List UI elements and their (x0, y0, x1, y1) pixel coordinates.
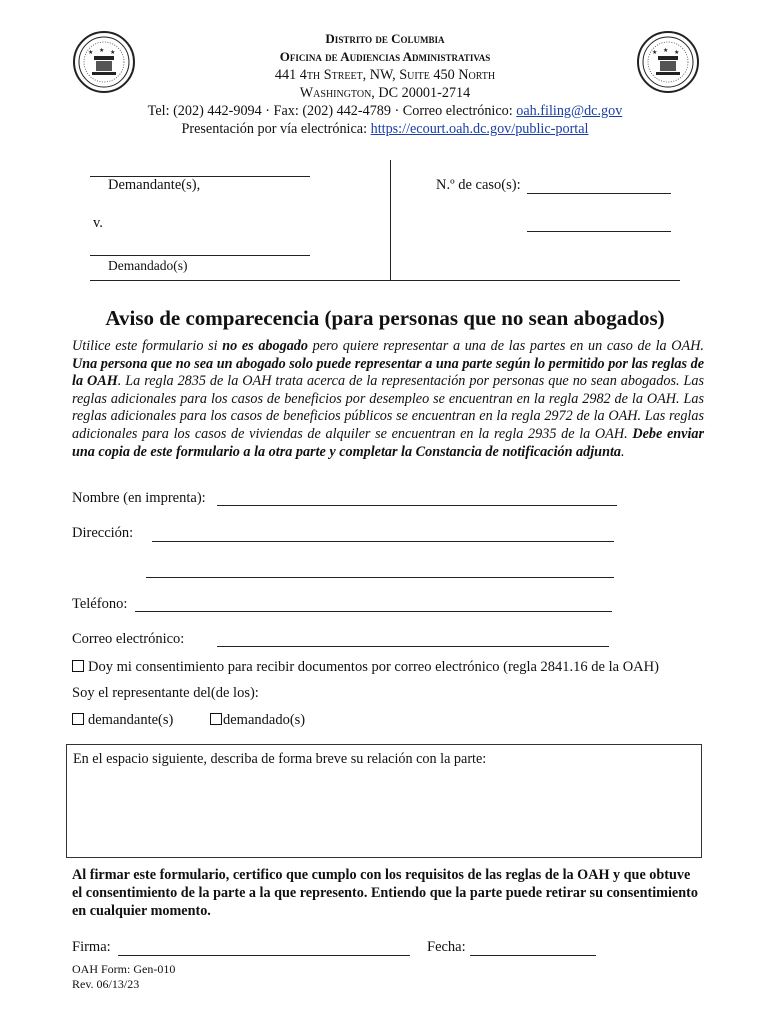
relationship-box[interactable] (66, 744, 702, 858)
svg-text:★: ★ (99, 48, 105, 54)
defendant-option-row (210, 712, 305, 729)
name-label: Nombre (en imprenta): (72, 490, 206, 506)
intro-bold-1: no es abogado (222, 338, 308, 354)
svg-text:★: ★ (652, 50, 658, 56)
caption-divider (390, 160, 391, 280)
phone-label: Teléfono: (72, 596, 128, 612)
phone-input-line[interactable] (135, 611, 612, 612)
form-revision: Rev. 06/13/23 (72, 977, 140, 991)
plaintiff-label: Demandante(s), (108, 177, 201, 193)
header-contact-text: Tel: (202) 442-9094 · Fax: (202) 442-4789 · Correo electrónico: (147, 103, 517, 119)
certification-text: Al firmar este formulario, certifico que cumplo con los requisitos de las reglas de la OAH y que obtuve el consentimiento de la parte a la que represento. Entiendo que la parte puede retirar su consentimiento en cualquier momento. (72, 867, 698, 919)
header-portal-text: Presentación por vía electrónica: (181, 121, 371, 137)
form-title: Aviso de comparecencia (para personas que no sean abogados) (105, 306, 665, 330)
svg-text:★: ★ (663, 48, 669, 54)
email-label: Correo electrónico: (72, 631, 185, 647)
date-line[interactable] (470, 955, 596, 956)
plaintiff-checkbox[interactable] (72, 713, 84, 725)
relationship-prompt: En el espacio siguiente, describa de forma breve su relación con la parte: (73, 751, 487, 767)
plaintiff-option-label: demandante(s) (88, 712, 174, 728)
form-id: OAH Form: Gen-010 (72, 962, 176, 976)
svg-text:★: ★ (88, 50, 94, 56)
defendant-checkbox[interactable] (210, 713, 222, 725)
versus-label: v. (93, 215, 103, 231)
header-street: 441 4th Street, NW, Suite 450 North (274, 67, 496, 83)
email-input-line[interactable] (217, 646, 609, 647)
intro-text-3: . La regla 2835 de la OAH trata acerca de la representación por personas que no sean abogados. Las reglas adicionales para los casos de beneficios por desempleo se encuentran en la regla 2982 de la OAH. Las reglas adicionales para los casos de beneficios públicos se encuentran en la regla 2972 de la OAH. Las reglas adicionales para los casos de viviendas de alquiler se encuentran en la regla 2935 de la OAH. (72, 373, 705, 442)
intro-text-1: Utilice este formulario si (72, 338, 223, 354)
address-input-line-1[interactable] (152, 541, 614, 542)
email-consent-row (72, 659, 659, 676)
plaintiff-option-row (72, 712, 173, 729)
signature-label: Firma: (72, 939, 111, 955)
address-label: Dirección: (72, 525, 134, 541)
portal-link[interactable]: https://ecourt.oah.dc.gov/public-portal (370, 121, 589, 137)
email-consent-checkbox[interactable] (72, 660, 84, 672)
header-contact (0, 102, 770, 120)
intro-text-4: . (621, 443, 625, 460)
intro-bold-2: Una persona que no sea un abogado solo puede representar a una parte según lo permitido por las reglas de la OAH (72, 355, 704, 390)
header-city: Washington, DC 20001-2714 (299, 85, 471, 101)
email-consent-label: Doy mi consentimiento para recibir documentos por correo electrónico (regla 2841.16 de la OAH) (88, 659, 659, 675)
intro-bold-3: Debe enviar una copia de este formulario a la otra parte y completar la Constancia de notificación adjunta (72, 425, 704, 460)
header-agency: Oficina de Audiencias Administrativas (279, 49, 491, 64)
name-input-line[interactable] (217, 505, 617, 506)
filing-email-link[interactable]: oah.filing@dc.gov (516, 103, 623, 119)
address-input-line-2[interactable] (146, 577, 614, 578)
svg-text:★: ★ (110, 50, 116, 56)
caption-bottom-rule (90, 280, 680, 281)
defendant-option-label: demandado(s) (223, 712, 306, 728)
defendant-line[interactable] (90, 255, 310, 256)
case-number-line-2[interactable] (527, 231, 671, 232)
case-number-label: N.º de caso(s): (436, 177, 521, 193)
representative-label: Soy el representante del(de los): (72, 685, 259, 701)
defendant-label: Demandado(s) (108, 258, 188, 273)
intro-paragraph (72, 338, 704, 461)
svg-text:★: ★ (674, 50, 680, 56)
date-label: Fecha: (427, 939, 466, 955)
intro-text-2: pero quiere representar a una de las partes en un caso de la OAH. (308, 338, 704, 354)
header-portal (0, 120, 770, 138)
header-jurisdiction: Distrito de Columbia (325, 31, 445, 46)
signature-line[interactable] (118, 955, 410, 956)
case-number-line[interactable] (527, 193, 671, 194)
